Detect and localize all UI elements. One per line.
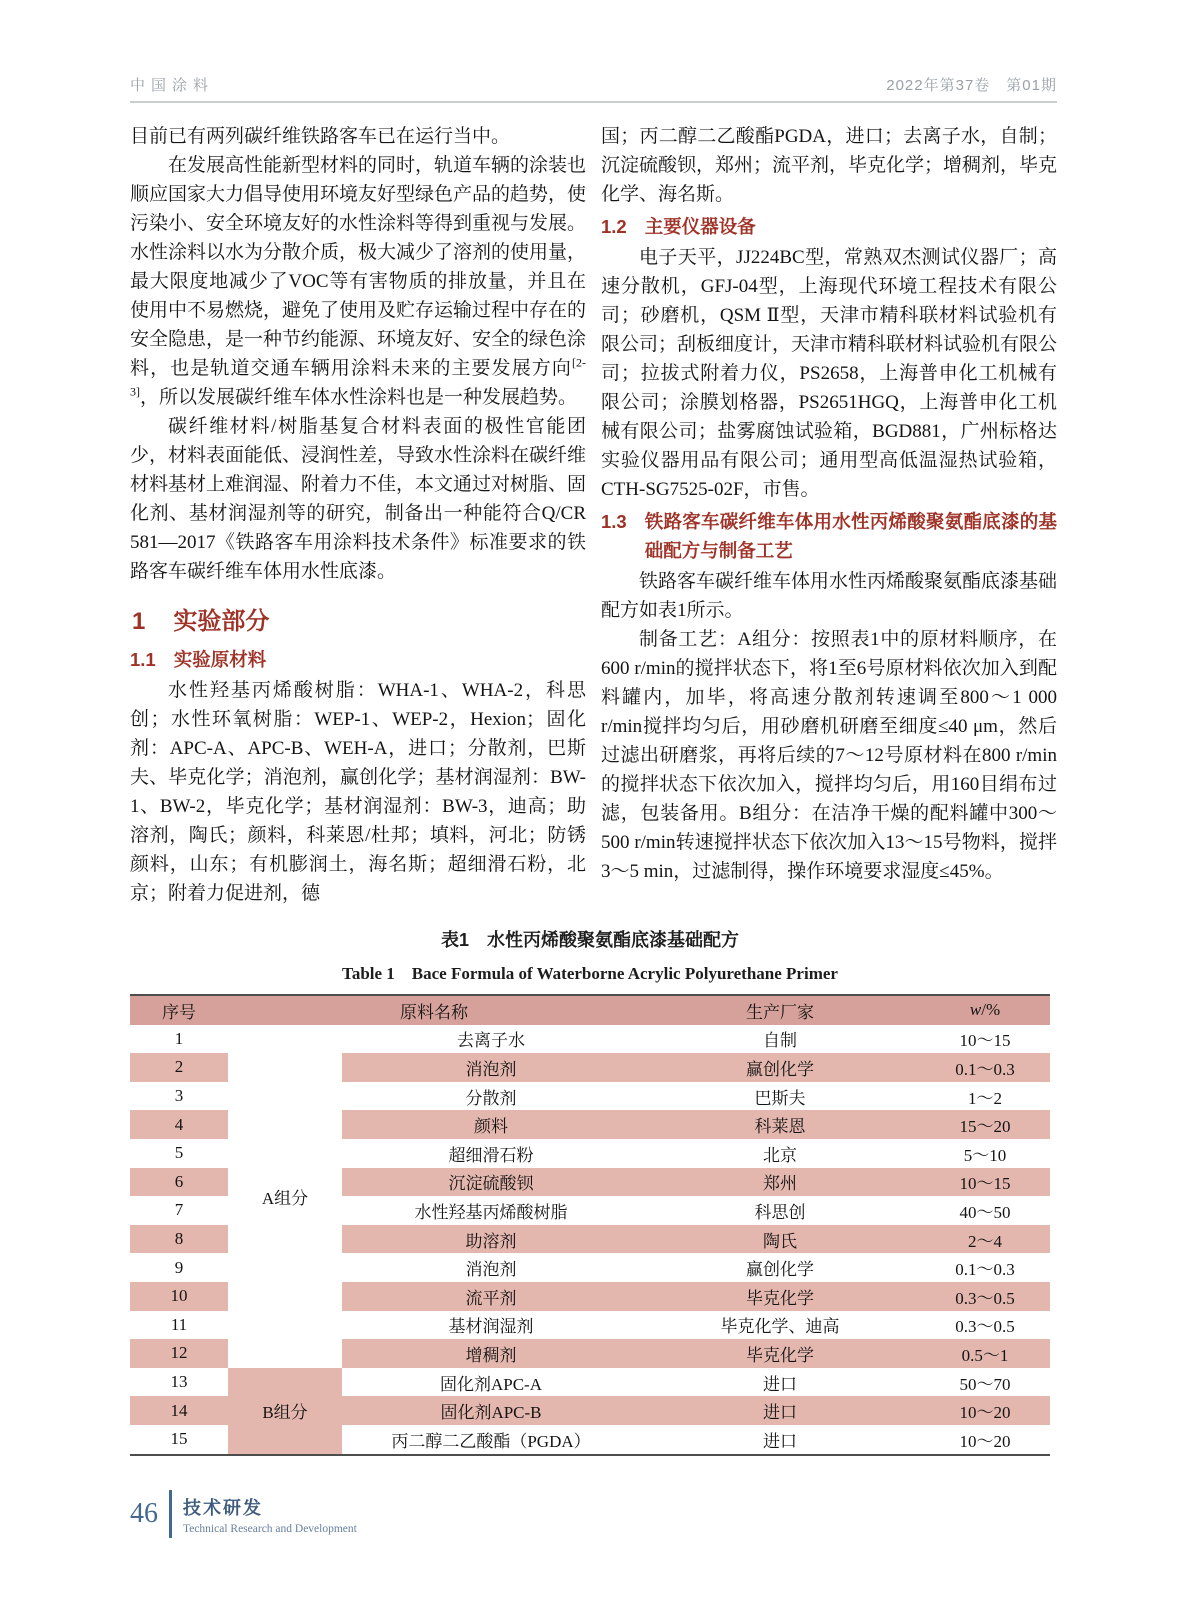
cell-weight-percent: 2～4 xyxy=(920,1225,1050,1254)
paragraph: 铁路客车碳纤维车体用水性丙烯酸聚氨酯底漆基础配方如表1所示。 xyxy=(601,571,1058,621)
cell-material-name: 沉淀硫酸钡 xyxy=(342,1168,640,1197)
cell-weight-percent: 10～20 xyxy=(920,1396,1050,1425)
cell-weight-percent: 1～2 xyxy=(968,1088,1002,1108)
paragraph: 国；丙二醇二乙酸酯PGDA，进口；去离子水，自制；沉淀硫酸钡，郑州；流平剂，毕克化学；增稠剂，毕克化学、海名斯。 xyxy=(601,126,1058,205)
cell-serial: 12 xyxy=(130,1339,228,1368)
cell-material-name: 颜料 xyxy=(342,1110,640,1139)
cell-serial: 15 xyxy=(170,1429,188,1449)
section-number: 1 xyxy=(132,608,146,635)
footer-divider xyxy=(169,1490,172,1538)
section-heading-1-1 xyxy=(130,645,586,674)
cell-manufacturer: 进口 xyxy=(640,1396,920,1425)
cell-serial: 1 xyxy=(174,1028,184,1048)
section-number: 1.2 xyxy=(601,216,627,237)
w-symbol: w xyxy=(969,1000,982,1020)
page-footer xyxy=(130,1490,357,1538)
cell-material-name: 消泡剂 xyxy=(465,1260,517,1280)
section-title: 铁路客车碳纤维车体用水性丙烯酸聚氨酯底漆的基础配方与制备工艺 xyxy=(644,511,1057,561)
cell-manufacturer: 北京 xyxy=(763,1145,797,1165)
table-row xyxy=(130,1025,1050,1054)
cell-weight-percent: 40～50 xyxy=(959,1202,1011,1222)
table-1-block xyxy=(130,926,1050,1456)
body-columns xyxy=(130,122,1057,908)
header-rule xyxy=(130,101,1057,103)
section-title: 主要仪器设备 xyxy=(644,216,756,237)
section-heading-1-3 xyxy=(601,507,1057,565)
section-heading-1 xyxy=(132,601,586,636)
group-a-label: A组分 xyxy=(228,1025,342,1368)
cell-manufacturer: 赢创化学 xyxy=(746,1260,814,1280)
paragraph: 电子天平，JJ224BC型，常熟双杰测试仪器厂；高速分散机，GFJ-04型，上海现代环境工程技术有限公司；砂磨机，QSM Ⅱ型，天津市精科联材料试验机有限公司；刮板细度计，天津市精科联材料试验机有限公司；拉拔式附着力仪，PS2658，上海普申化工机械有限公司；涂膜划格器，PS2651HGQ，上海普申化工机械有限公司；盐雾腐蚀试验箱，BGD881，广州标格达实验仪器用品有限公司；通用型高低温湿热试验箱，CTH-SG7525-02F，市售。 xyxy=(601,247,1058,500)
paragraph: 水性羟基丙烯酸树脂：WHA-1、WHA-2，科思创；水性环氧树脂：WEP-1、WEP-2，Hexion；固化剂：APC-A、APC-B、WEH-A，进口；分散剂，巴斯夫、毕克化学；消泡剂，赢创化学；基材润湿剂：BW-1、BW-2，毕克化学；基材润湿剂：BW-3，迪高；助溶剂，陶氏；颜料，科莱恩/杜邦；填料，河北；防锈颜料，山东；有机膨润土，海名斯；超细滑石粉，北京；附着力促进剂，德 xyxy=(130,680,586,904)
cell-material-name: 基材润湿剂 xyxy=(448,1317,534,1337)
cell-manufacturer: 毕克化学、迪高 xyxy=(720,1317,840,1337)
cell-weight-percent: 10～15 xyxy=(959,1031,1011,1051)
section-title: 实验部分 xyxy=(173,608,270,635)
cell-material-name: 超细滑石粉 xyxy=(448,1145,534,1165)
group-b-label: B组分 xyxy=(228,1368,342,1455)
paragraph: 制备工艺：A组分：按照表1中的原材料顺序，在600 r/min的搅拌状态下，将1至6号原材料依次加入到配料罐内，加毕，将高速分散剂转速调至800～1 000 r/min搅拌均匀后，用砂磨机研磨至细度≤40 μm，然后过滤出研磨浆，再将后续的7～12号原材料在800 r/min的搅拌状态下依次加入，搅拌均匀后，用160目绢布过滤，包装备用。B组分：在洁净干燥的配料罐中300～500 r/min转速搅拌状态下依次加入13～15号物料，搅拌3～5 min，过滤制得，操作环境要求湿度≤45%。 xyxy=(601,629,1057,882)
journal-name: 中国涂料 xyxy=(130,77,215,94)
issue-info: 2022年第37卷 第01期 xyxy=(886,77,1057,94)
section-number: 1.1 xyxy=(130,649,156,670)
cell-weight-percent: 0.3～0.5 xyxy=(920,1282,1050,1311)
cell-material-name: 固化剂APC-A xyxy=(439,1374,542,1394)
section-number: 1.3 xyxy=(601,511,627,532)
table-header-row xyxy=(130,995,1050,1025)
col-header-no: 序号 xyxy=(130,995,228,1025)
paragraph: 目前已有两列碳纤维铁路客车已在运行当中。 xyxy=(130,126,511,147)
cell-manufacturer: 毕克化学 xyxy=(640,1339,920,1368)
cell-serial: 5 xyxy=(174,1143,184,1163)
col-header-maker: 生产厂家 xyxy=(640,995,920,1025)
paragraph: 碳纤维材料/树脂基复合材料表面的极性官能团少，材料表面能低、浸润性差，导致水性涂料在碳纤维材料基材上难润湿、附着力不佳，本文通过对树脂、固化剂、基材润湿剂等的研究，制备出一种能符合Q/CR 581—2017《铁路客车用涂料技术条件》标准要求的铁路客车碳纤维车体用水性底漆。 xyxy=(130,416,587,582)
paragraph xyxy=(130,151,586,412)
cell-weight-percent: 10～15 xyxy=(920,1168,1050,1197)
paragraph-text: 在发展高性能新型材料的同时，轨道车辆的涂装也顺应国家大力倡导使用环境友好型绿色产品的趋势，使污染小、安全环境友好的水性涂料等得到重视与发展。水性涂料以水为分散介质，极大减少了溶剂的使用量，最大限度地减少了VOC等有害物质的排放量，并且在使用中不易燃烧，避免了使用及贮存运输过程中存在的安全隐患，是一种节约能源、环境友好、安全的绿色涂料，也是轨道交通车辆用涂料未来的主要发展方向 xyxy=(130,155,587,379)
cell-serial: 3 xyxy=(174,1086,184,1106)
section-title: 实验原材料 xyxy=(173,649,267,670)
cell-serial: 2 xyxy=(130,1053,228,1082)
cell-manufacturer: 自制 xyxy=(763,1031,797,1051)
cell-weight-percent: 5～10 xyxy=(963,1145,1007,1165)
footer-section-cn: 技术研发 xyxy=(183,1497,263,1518)
cell-serial: 11 xyxy=(170,1314,188,1334)
cell-serial: 6 xyxy=(130,1168,228,1197)
cell-material-name: 去离子水 xyxy=(457,1031,525,1051)
cell-manufacturer: 科莱恩 xyxy=(640,1110,920,1139)
cell-serial: 4 xyxy=(130,1110,228,1139)
table-row xyxy=(130,1368,1050,1397)
formula-table xyxy=(130,994,1050,1456)
cell-serial: 13 xyxy=(170,1372,188,1392)
paragraph-text: ，所以发展碳纤维车体水性涂料也是一种发展趋势。 xyxy=(140,387,578,408)
footer-section-en: Technical Research and Development xyxy=(183,1522,357,1535)
w-unit: /% xyxy=(981,1000,1001,1020)
cell-weight-percent: 50～70 xyxy=(959,1374,1011,1394)
cell-manufacturer: 陶氏 xyxy=(640,1225,920,1254)
cell-material-name: 助溶剂 xyxy=(342,1225,640,1254)
cell-serial: 8 xyxy=(130,1225,228,1254)
table-caption-cn: 表1 水性丙烯酸聚氨酯底漆基础配方 xyxy=(440,930,739,950)
cell-serial: 7 xyxy=(174,1200,184,1220)
cell-weight-percent: 15～20 xyxy=(920,1110,1050,1139)
cell-serial: 14 xyxy=(130,1396,228,1425)
cell-manufacturer: 进口 xyxy=(763,1431,797,1451)
col-header-w xyxy=(920,995,1050,1025)
cell-material-name: 固化剂APC-B xyxy=(342,1396,640,1425)
section-heading-1-2 xyxy=(601,212,1057,241)
cell-weight-percent: 10～20 xyxy=(959,1431,1011,1451)
cell-manufacturer: 巴斯夫 xyxy=(754,1088,806,1108)
cell-weight-percent: 0.5～1 xyxy=(920,1339,1050,1368)
cell-material-name: 增稠剂 xyxy=(342,1339,640,1368)
cell-manufacturer: 科思创 xyxy=(754,1202,806,1222)
cell-material-name: 分散剂 xyxy=(465,1088,517,1108)
table-caption-en: Table 1 Bace Formula of Waterborne Acrylic Polyurethane Primer xyxy=(342,964,838,983)
footer-section xyxy=(183,1494,357,1535)
running-head xyxy=(130,74,1057,95)
cell-manufacturer: 毕克化学 xyxy=(640,1282,920,1311)
cell-manufacturer: 赢创化学 xyxy=(640,1053,920,1082)
cell-material-name: 丙二醇二乙酸酯（PGDA） xyxy=(391,1431,591,1451)
left-column xyxy=(130,122,586,908)
cell-manufacturer: 进口 xyxy=(763,1374,797,1394)
right-column xyxy=(601,122,1057,908)
cell-material-name: 消泡剂 xyxy=(342,1053,640,1082)
page-number: 46 xyxy=(130,1498,158,1529)
cell-serial: 10 xyxy=(130,1282,228,1311)
col-header-material: 原料名称 xyxy=(228,995,640,1025)
citation-ref: [2-3] xyxy=(130,355,586,399)
cell-material-name: 流平剂 xyxy=(342,1282,640,1311)
cell-weight-percent: 0.1～0.3 xyxy=(955,1260,1015,1280)
cell-manufacturer: 郑州 xyxy=(640,1168,920,1197)
cell-material-name: 水性羟基丙烯酸树脂 xyxy=(414,1202,568,1222)
cell-serial: 9 xyxy=(174,1257,184,1277)
cell-weight-percent: 0.1～0.3 xyxy=(920,1053,1050,1082)
cell-weight-percent: 0.3～0.5 xyxy=(955,1317,1015,1337)
